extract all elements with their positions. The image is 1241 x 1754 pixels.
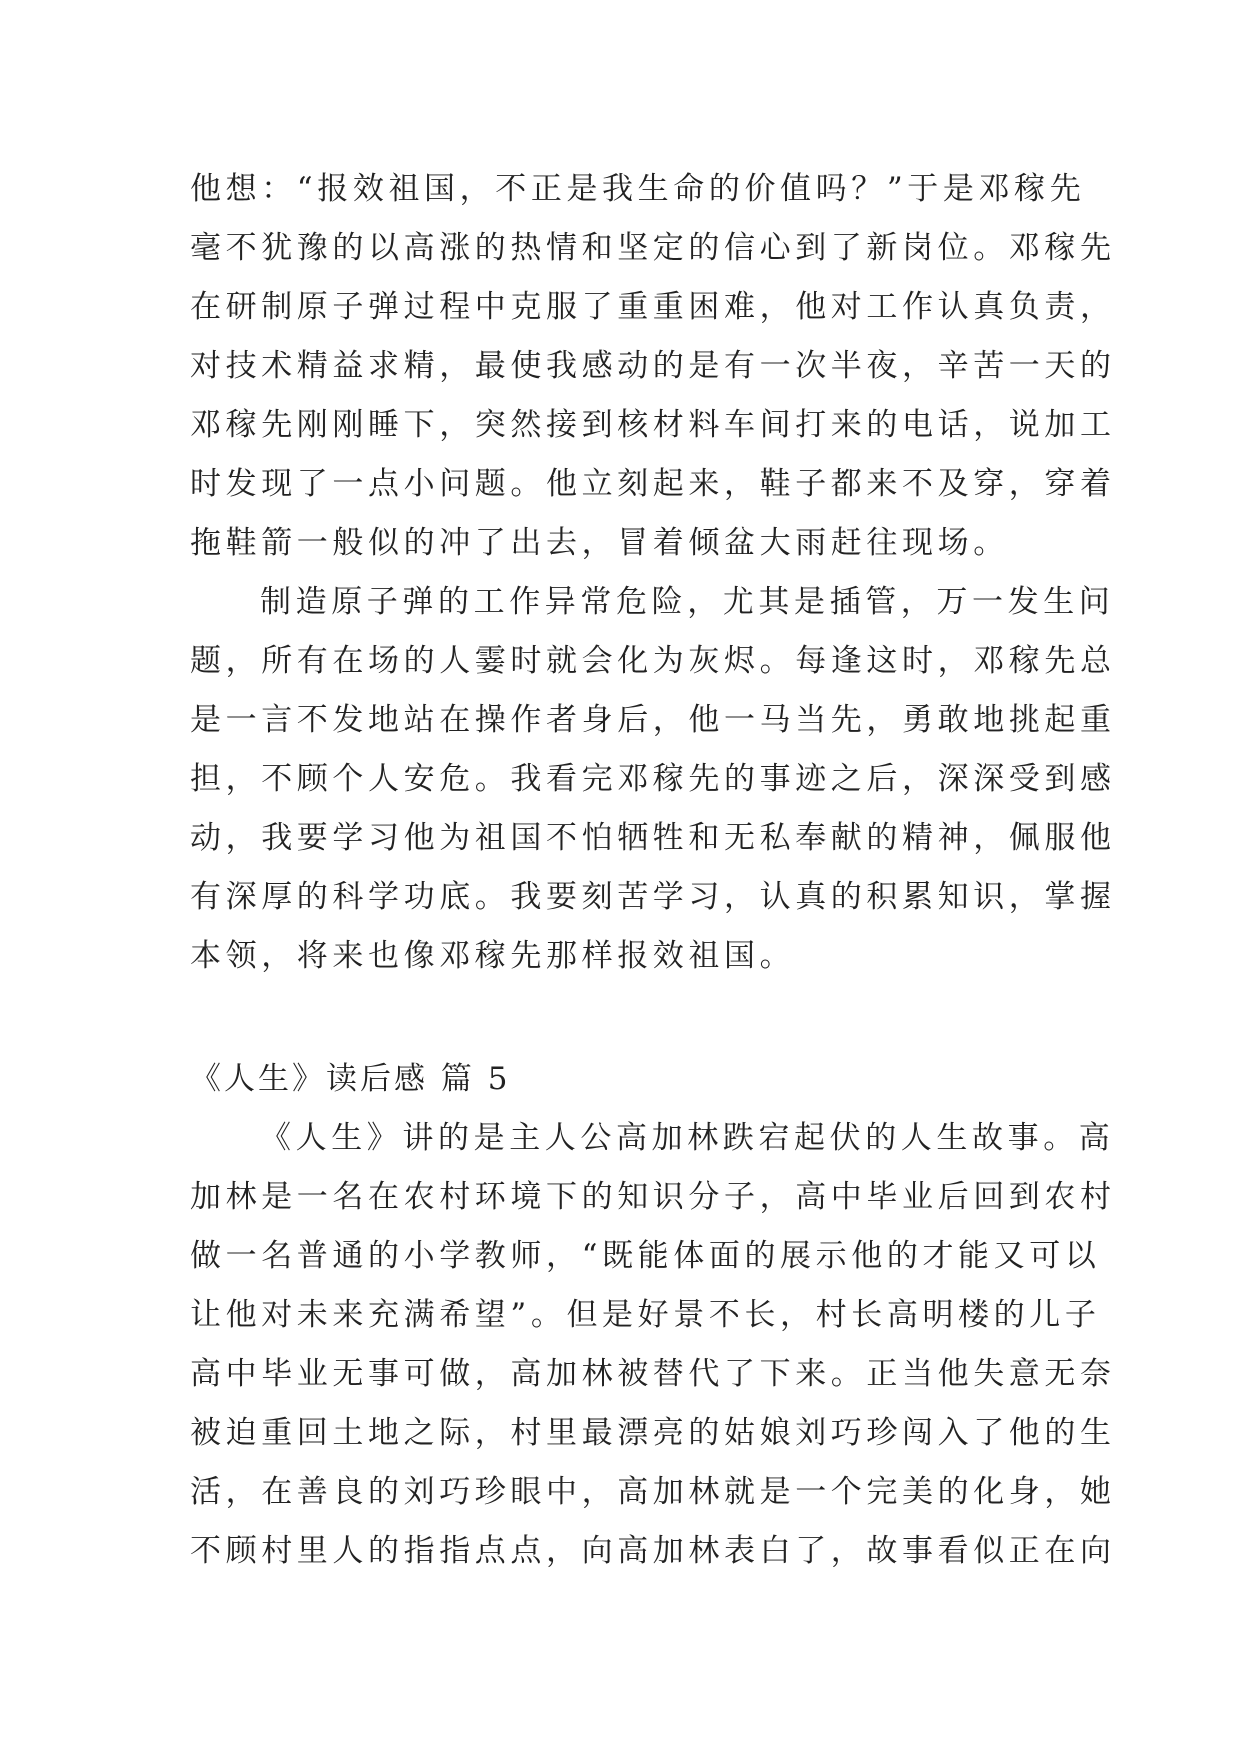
text-line: 不顾村里人的指指点点，向高加林表白了，故事看似正在向 xyxy=(190,1533,1116,1569)
text-line: 被迫重回土地之际，村里最漂亮的姑娘刘巧珍闯入了他的生 xyxy=(190,1415,1116,1451)
text-line: 邓稼先刚刚睡下，突然接到核材料车间打来的电话，说加工 xyxy=(190,407,1116,443)
text-line: 动，我要学习他为祖国不怕牺牲和无私奉献的精神，佩服他 xyxy=(190,820,1116,856)
text-line: 在研制原子弹过程中克服了重重困难，他对工作认真负责， xyxy=(190,289,1116,325)
text-line: 题，所有在场的人霎时就会化为灰烬。每逢这时，邓稼先总 xyxy=(190,643,1116,679)
text-line: 他想：“报效祖国，不正是我生命的价值吗？”于是邓稼先 xyxy=(190,171,1086,207)
document-body xyxy=(190,160,1116,1581)
paragraph-1 xyxy=(190,160,1116,573)
text-line: 活，在善良的刘巧珍眼中，高加林就是一个完美的化身，她 xyxy=(190,1474,1116,1510)
text-line: 时发现了一点小问题。他立刻起来，鞋子都来不及穿，穿着 xyxy=(190,466,1116,502)
text-line: 拖鞋箭一般似的冲了出去，冒着倾盆大雨赶往现场。 xyxy=(190,525,1009,561)
text-line: 做一名普通的小学教师，“既能体面的展示他的才能又可以 xyxy=(190,1238,1101,1274)
section-heading: 《人生》读后感 篇 5 xyxy=(190,1061,511,1097)
paragraph-3 xyxy=(190,1109,1116,1581)
section-spacer xyxy=(190,986,1070,1050)
text-line: 对技术精益求精，最使我感动的是有一次半夜，辛苦一天的 xyxy=(190,348,1116,384)
text-line: 让他对未来充满希望”。但是好景不长，村长高明楼的儿子 xyxy=(190,1297,1101,1333)
text-line: 本领，将来也像邓稼先那样报效祖国。 xyxy=(190,938,796,974)
text-line: 加林是一名在农村环境下的知识分子，高中毕业后回到农村 xyxy=(190,1179,1116,1215)
text-line: 《人生》讲的是主人公高加林跌宕起伏的人生故事。高 xyxy=(260,1120,1115,1156)
text-line: 高中毕业无事可做，高加林被替代了下来。正当他失意无奈 xyxy=(190,1356,1116,1392)
text-line: 担，不顾个人安危。我看完邓稼先的事迹之后，深深受到感 xyxy=(190,761,1116,797)
paragraph-2 xyxy=(190,573,1116,986)
text-line: 是一言不发地站在操作者身后，他一马当先，勇敢地挑起重 xyxy=(190,702,1116,738)
text-line: 毫不犹豫的以高涨的热情和坚定的信心到了新岗位。邓稼先 xyxy=(190,230,1116,266)
text-line: 制造原子弹的工作异常危险，尤其是插管，万一发生问 xyxy=(260,584,1115,620)
text-line: 有深厚的科学功底。我要刻苦学习，认真的积累知识，掌握 xyxy=(190,879,1116,915)
